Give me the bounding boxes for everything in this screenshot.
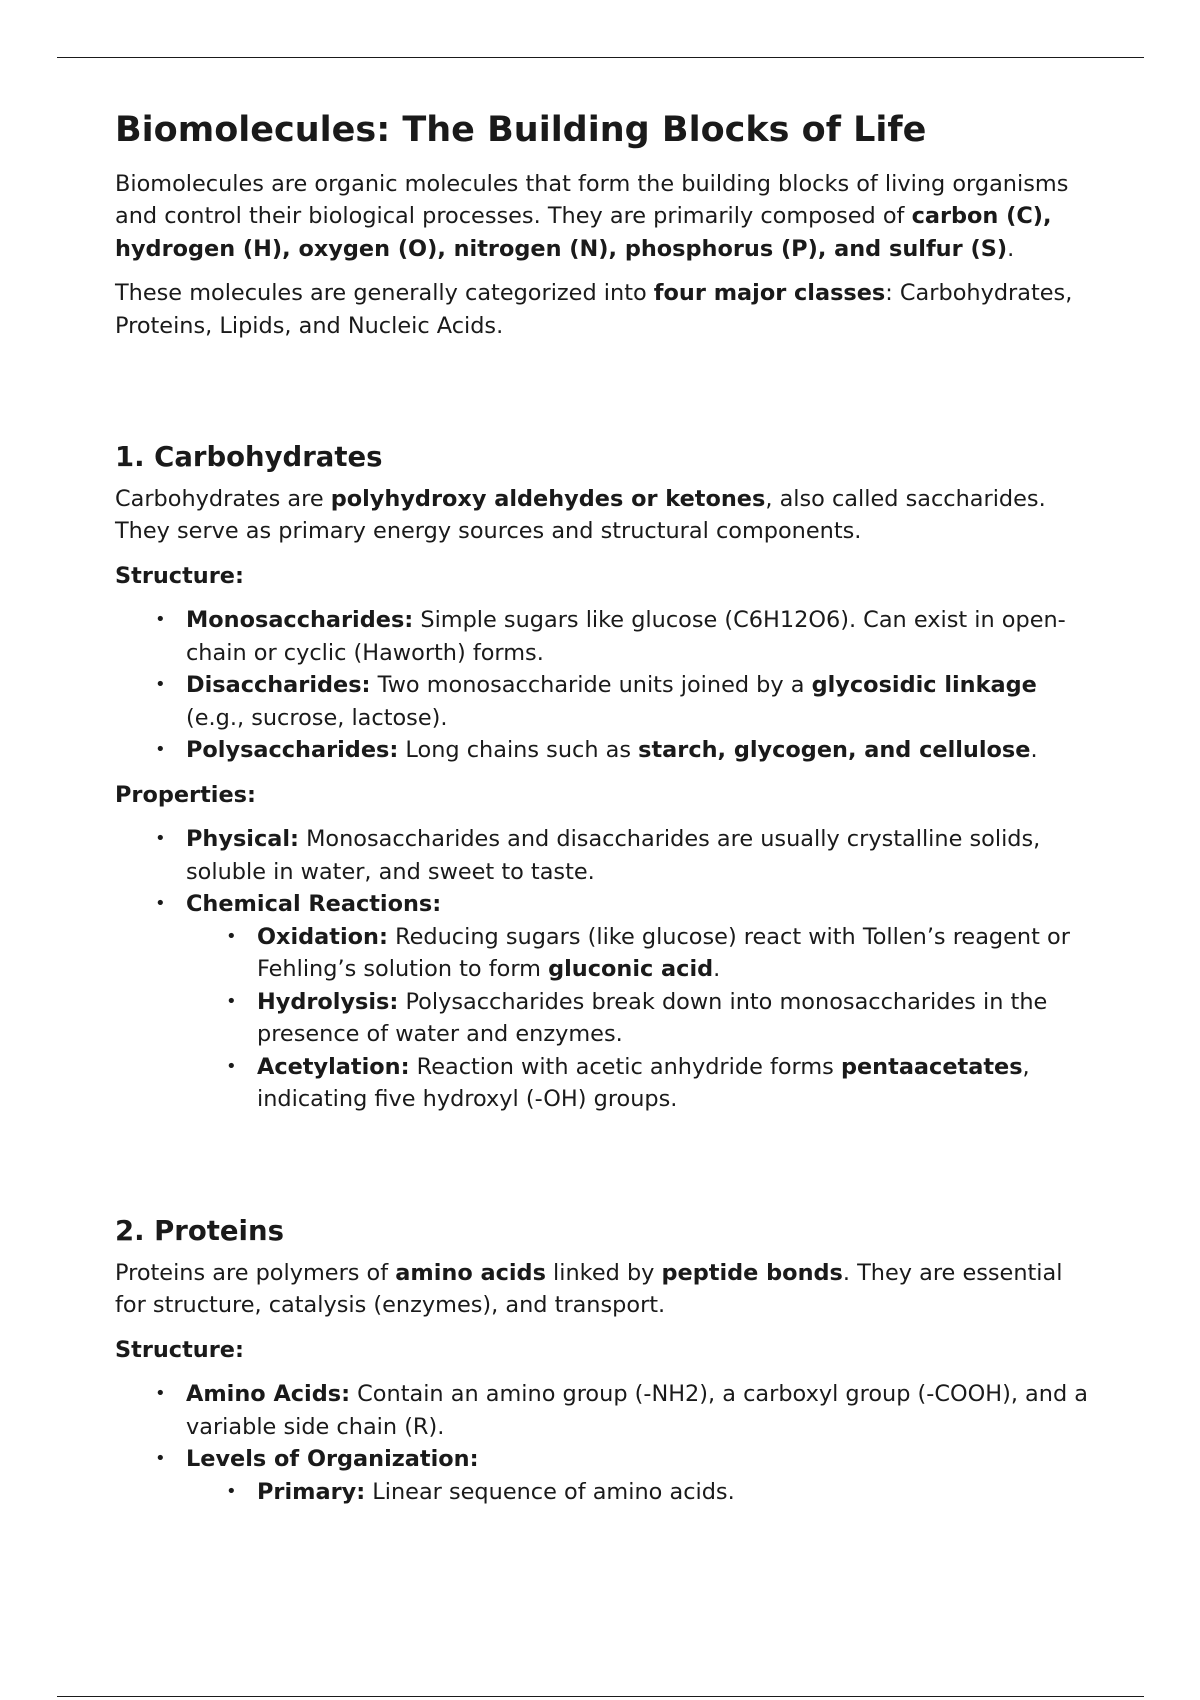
document-body [115, 108, 1100, 1520]
intro-text-end: . [1007, 235, 1015, 262]
classes-list: : Carbohydrates, Proteins, Lipids, and Nucleic Acids. [115, 280, 1073, 339]
list-item [115, 1378, 1100, 1443]
item-label: Physical: [186, 826, 299, 853]
list-item [186, 921, 1100, 986]
list-item [115, 604, 1100, 669]
carbs-structure-list [115, 604, 1100, 767]
item-text: Polysaccharides break down into monosaccharides in the presence of water and enzymes. [257, 988, 1048, 1048]
item-text: . [713, 956, 721, 983]
item-label: Chemical Reactions: [186, 891, 442, 918]
section-spacer [115, 354, 1100, 440]
carbs-properties-label: Properties: [115, 781, 256, 808]
carbs-desc-text-end: , also called saccharides. They serve as primary energy sources and structural components. [115, 485, 1046, 545]
item-emphasis: gluconic acid [548, 956, 714, 983]
organization-levels-list [186, 1476, 1100, 1509]
classes-text: These molecules are generally categorized into [115, 280, 654, 306]
item-text: Long chains such as [398, 737, 639, 764]
list-item [186, 1476, 1100, 1509]
item-text: , indicating five hydroxyl (-OH) groups. [257, 1053, 1030, 1113]
classes-paragraph [115, 277, 1100, 342]
bottom-rule [57, 1696, 1144, 1697]
item-text: Reaction with acetic anhydride forms [409, 1053, 841, 1080]
list-item [115, 1443, 1100, 1508]
top-rule [57, 57, 1144, 58]
section-heading-proteins: 2. Proteins [115, 1214, 284, 1247]
item-label: Acetylation: [257, 1053, 410, 1080]
intro-elements: carbon (C), hydrogen (H), oxygen (O), nitrogen (N), phosphorus (P), and sulfur (S) [115, 203, 1052, 262]
carbs-structure-label: Structure: [115, 562, 244, 589]
item-label: Levels of Organization: [186, 1446, 479, 1472]
intro-paragraph [115, 168, 1100, 266]
section-heading-carbohydrates: 1. Carbohydrates [115, 441, 383, 473]
item-text: Contain an amino group (-NH2), a carboxyl group (-COOH), and a variable side chain (R). [186, 1381, 1089, 1440]
list-item [186, 986, 1100, 1051]
proteins-desc-text: linked by [545, 1259, 662, 1286]
item-label: Hydrolysis: [257, 988, 399, 1015]
carbs-desc-emphasis: polyhydroxy aldehydes or ketones [330, 485, 766, 512]
carbs-desc-text: Carbohydrates are [115, 485, 331, 512]
item-text: (e.g., sucrose, lactose). [186, 704, 448, 731]
item-emphasis: starch, glycogen, and cellulose [638, 737, 1031, 764]
item-text: Simple sugars like glucose (C6H12O6). Can exist in open-chain or cyclic (Haworth) forms. [186, 607, 1066, 666]
item-label: Disaccharides: [186, 672, 371, 699]
proteins-desc-emphasis: peptide bonds [661, 1259, 843, 1286]
item-text: Two monosaccharide units joined by a [370, 672, 812, 699]
carbs-properties-list [115, 823, 1100, 1116]
list-item [115, 888, 1100, 1116]
proteins-structure-list [115, 1378, 1100, 1508]
item-text: Reducing sugars (like glucose) react with Tollen’s reagent or Fehling’s solution to form [257, 923, 1070, 983]
item-emphasis: pentaacetates [840, 1053, 1023, 1080]
item-label: Polysaccharides: [186, 737, 399, 764]
item-label: Primary: [257, 1478, 366, 1505]
item-label: Monosaccharides: [186, 607, 414, 634]
proteins-desc-text-end: . They are essential for structure, catalysis (enzymes), and transport. [115, 1259, 1063, 1318]
item-text: Monosaccharides and disaccharides are usually crystalline solids, soluble in water, and sweet to taste. [186, 826, 1041, 885]
proteins-desc-emphasis: amino acids [395, 1259, 546, 1286]
item-label: Amino Acids: [186, 1381, 351, 1407]
carbohydrates-description [115, 483, 1100, 548]
section-spacer [115, 1128, 1100, 1214]
classes-emphasis: four major classes [653, 280, 886, 306]
list-item [115, 734, 1100, 767]
list-item [115, 669, 1100, 734]
item-text: Linear sequence of amino acids. [365, 1478, 735, 1505]
list-item [186, 1051, 1100, 1116]
page-title: Biomolecules: The Building Blocks of Life [115, 110, 927, 150]
chemical-reactions-list [186, 921, 1100, 1116]
list-item [115, 823, 1100, 888]
proteins-desc-text: Proteins are polymers of [115, 1259, 396, 1286]
proteins-description [115, 1257, 1100, 1322]
intro-text: Biomolecules are organic molecules that form the building blocks of living organisms and control their biological processes. They are primarily composed of [115, 170, 1069, 229]
item-emphasis: glycosidic linkage [811, 672, 1037, 699]
proteins-structure-label: Structure: [115, 1336, 244, 1363]
item-label: Oxidation: [257, 923, 388, 950]
item-text: . [1030, 737, 1038, 764]
